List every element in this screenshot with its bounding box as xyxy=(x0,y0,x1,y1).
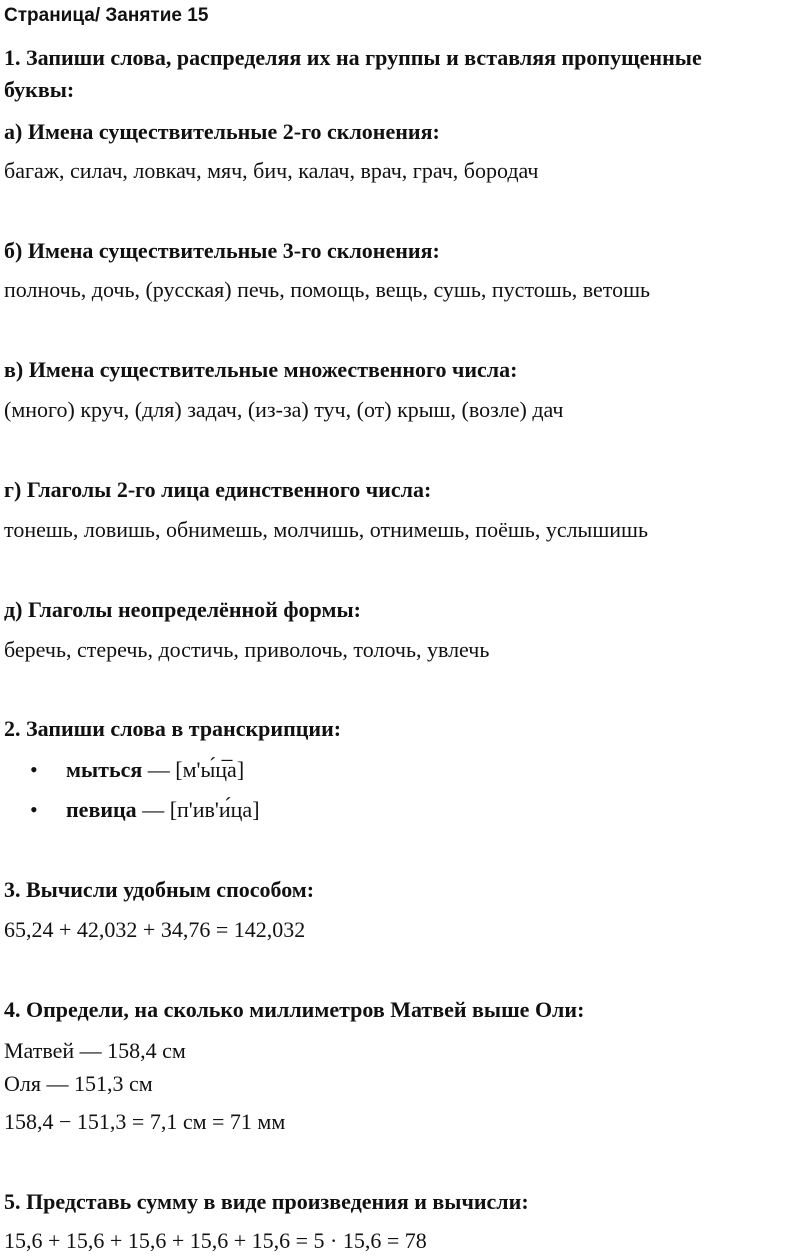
group-b-label: б) Имена существительные 3-го склонения: xyxy=(4,238,440,263)
task5-expression: 15,6 + 15,6 + 15,6 + 15,6 + 15,6 = 5 · 15,6 = 78 xyxy=(4,1228,427,1253)
group-d-label: г) Глаголы 2-го лица единственного числа: xyxy=(4,477,432,502)
task4-line-olya: Оля — 151,3 см xyxy=(4,1071,153,1096)
transcription-item-1 xyxy=(30,756,244,784)
page-header: Страница/ Занятие 15 xyxy=(4,5,209,26)
transcription-word: мыться xyxy=(66,757,143,782)
transcription-word: певица xyxy=(66,797,137,822)
task1-heading: 1. Запиши слова, распределяя их на группы и вставляя пропущенные xyxy=(4,45,702,70)
group-b-words: полночь, дочь, (русская) печь, помощь, вещь, сушь, пустошь, ветошь xyxy=(4,277,651,302)
group-c-label: в) Имена существительные множественного числа: xyxy=(4,357,518,382)
task4-line-matvey: Матвей — 158,4 см xyxy=(4,1038,186,1063)
group-e-label: д) Глаголы неопределённой формы: xyxy=(4,597,361,622)
task5-heading: 5. Представь сумму в виде произведения и вычисли: xyxy=(4,1189,529,1214)
transcription-value: — [п'ив'и́ца] xyxy=(136,797,260,822)
group-e-words: беречь, стеречь, достичь, приволочь, толочь, увлечь xyxy=(4,637,490,662)
task3-heading: 3. Вычисли удобным способом: xyxy=(4,877,315,902)
group-c-words: (много) круч, (для) задач, (из-за) туч, (от) крыш, (возле) дач xyxy=(4,397,564,422)
transcription-value: — [м'ы́ц̅а] xyxy=(142,757,245,782)
task4-heading: 4. Определи, на сколько миллиметров Матвей выше Оли: xyxy=(4,997,585,1022)
group-d-words: тонешь, ловишь, обнимешь, молчишь, отнимешь, поёшь, услышишь xyxy=(4,517,649,542)
task1-heading-continued: буквы: xyxy=(4,77,75,102)
task4-calculation: 158,4 − 151,3 = 7,1 см = 71 мм xyxy=(4,1109,286,1134)
group-a-label: а) Имена существительные 2-го склонения: xyxy=(4,119,440,144)
bullet-icon: • xyxy=(30,757,38,782)
task2-heading: 2. Запиши слова в транскрипции: xyxy=(4,716,342,741)
task3-expression: 65,24 + 42,032 + 34,76 = 142,032 xyxy=(4,917,306,942)
bullet-icon: • xyxy=(30,797,38,822)
transcription-item-2 xyxy=(30,796,260,824)
group-a-words: багаж, силач, ловкач, мяч, бич, калач, врач, грач, бородач xyxy=(4,158,539,183)
